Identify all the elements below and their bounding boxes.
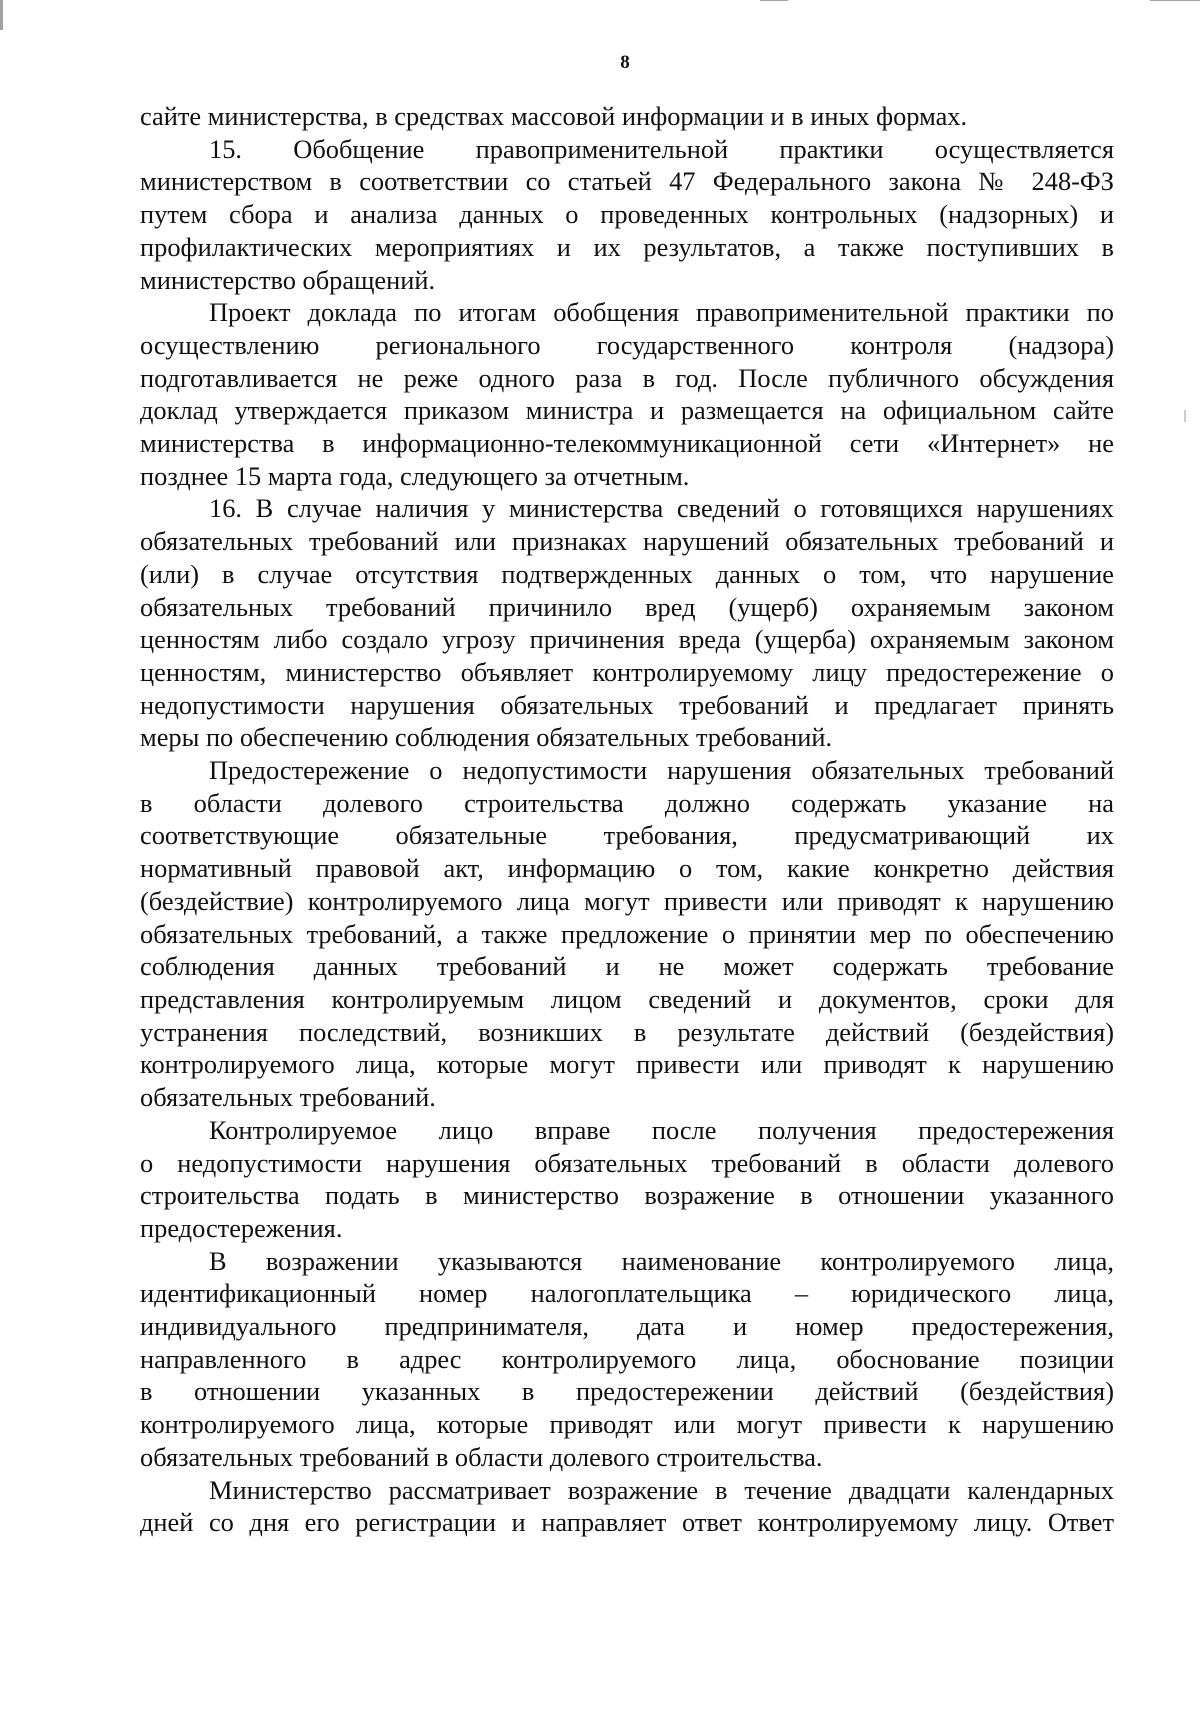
text-line: в отношении указанных в предостережении действий (бездействия) [140,1376,1114,1407]
text-line: представления контролируемым лицом сведений и документов, сроки для [140,983,1114,1014]
text-line: меры по обеспечению соблюдения обязательных требований. [140,722,833,753]
text-line: дней со дня его регистрации и направляет ответ контролируемому лицу. Ответ [140,1507,1114,1538]
text-line: Предостережение о недопустимости нарушения обязательных требований [209,755,1114,786]
text-line: Министерство рассматривает возражение в течение двадцати календарных [209,1474,1114,1505]
text-line: идентификационный номер налогоплательщика – юридического лица, [140,1278,1114,1309]
document-body [140,100,1114,1539]
scan-artifact [1150,0,1200,1]
text-line: (или) в случае отсутствия подтвержденных данных о том, что нарушение [140,558,1114,589]
text-line: о недопустимости нарушения обязательных требований в области долевого [140,1147,1114,1178]
text-line: обязательных требований или признаках нарушений обязательных требований и [140,526,1114,557]
text-line: обязательных требований причинило вред (ущерб) охраняемым законом [140,591,1114,622]
page-number: 8 [620,52,630,73]
text-line: устранения последствий, возникших в результате действий (бездействия) [140,1016,1114,1047]
text-line: 16. В случае наличия у министерства сведений о готовящихся нарушениях [209,493,1114,524]
text-line: ценностям, министерство объявляет контролируемому лицу предостережение о [140,656,1114,687]
text-line: министерства в информационно-телекоммуникационной сети «Интернет» не [140,428,1114,459]
text-line: Контролируемое лицо вправе после получения предостережения [209,1114,1114,1145]
text-line: обязательных требований, а также предложение о принятии мер по обеспечению [140,918,1114,949]
text-line: позднее 15 марта года, следующего за отчетным. [140,460,690,491]
text-line: министерство обращений. [140,264,436,295]
scan-artifact [0,0,3,30]
text-line: Проект доклада по итогам обобщения правоприменительной практики по [209,297,1114,328]
text-line: сайте министерства, в средствах массовой информации и в иных формах. [140,101,968,131]
text-line: недопустимости нарушения обязательных требований и предлагает принять [140,689,1114,720]
text-line: подготавливается не реже одного раза в год. После публичного обсуждения [140,362,1114,393]
text-line: 15. Обобщение правоприменительной практики осуществляется [209,133,1114,164]
text-line: осуществлению регионального государственного контроля (надзора) [140,329,1114,360]
text-line: ценностям либо создало угрозу причинения вреда (ущерба) охраняемым законом [140,624,1114,655]
scan-artifact [760,0,788,1]
text-line: обязательных требований. [140,1082,436,1113]
text-line: обязательных требований в области долевого строительства. [140,1441,823,1472]
text-line: В возражении указываются наименование контролируемого лица, [209,1245,1114,1276]
text-line: нормативный правовой акт, информацию о том, какие конкретно действия [140,853,1114,884]
text-line: путем сбора и анализа данных о проведенных контрольных (надзорных) и [140,199,1114,230]
text-line: индивидуального предпринимателя, дата и номер предостережения, [140,1311,1114,1342]
text-line: доклад утверждается приказом министра и размещается на официальном сайте [140,395,1114,426]
scan-artifact [1184,410,1186,422]
text-line: контролируемого лица, которые приводят или могут привести к нарушению [140,1409,1114,1440]
text-line: в области долевого строительства должно содержать указание на [140,787,1114,818]
text-line: предостережения. [140,1212,343,1243]
text-line: контролируемого лица, которые могут привести или приводят к нарушению [140,1049,1114,1080]
text-line: направленного в адрес контролируемого лица, обоснование позиции [140,1343,1114,1374]
text-line: строительства подать в министерство возражение в отношении указанного [140,1180,1114,1211]
text-line: министерством в соответствии со статьей 47 Федерального закона № 248-ФЗ [140,166,1114,197]
text-line: профилактических мероприятиях и их результатов, а также поступивших в [140,231,1114,262]
text-line: соответствующие обязательные требования, предусматривающий их [140,820,1114,851]
text-line: соблюдения данных требований и не может содержать требование [140,951,1114,982]
text-line: (бездействие) контролируемого лица могут привести или приводят к нарушению [140,885,1114,916]
